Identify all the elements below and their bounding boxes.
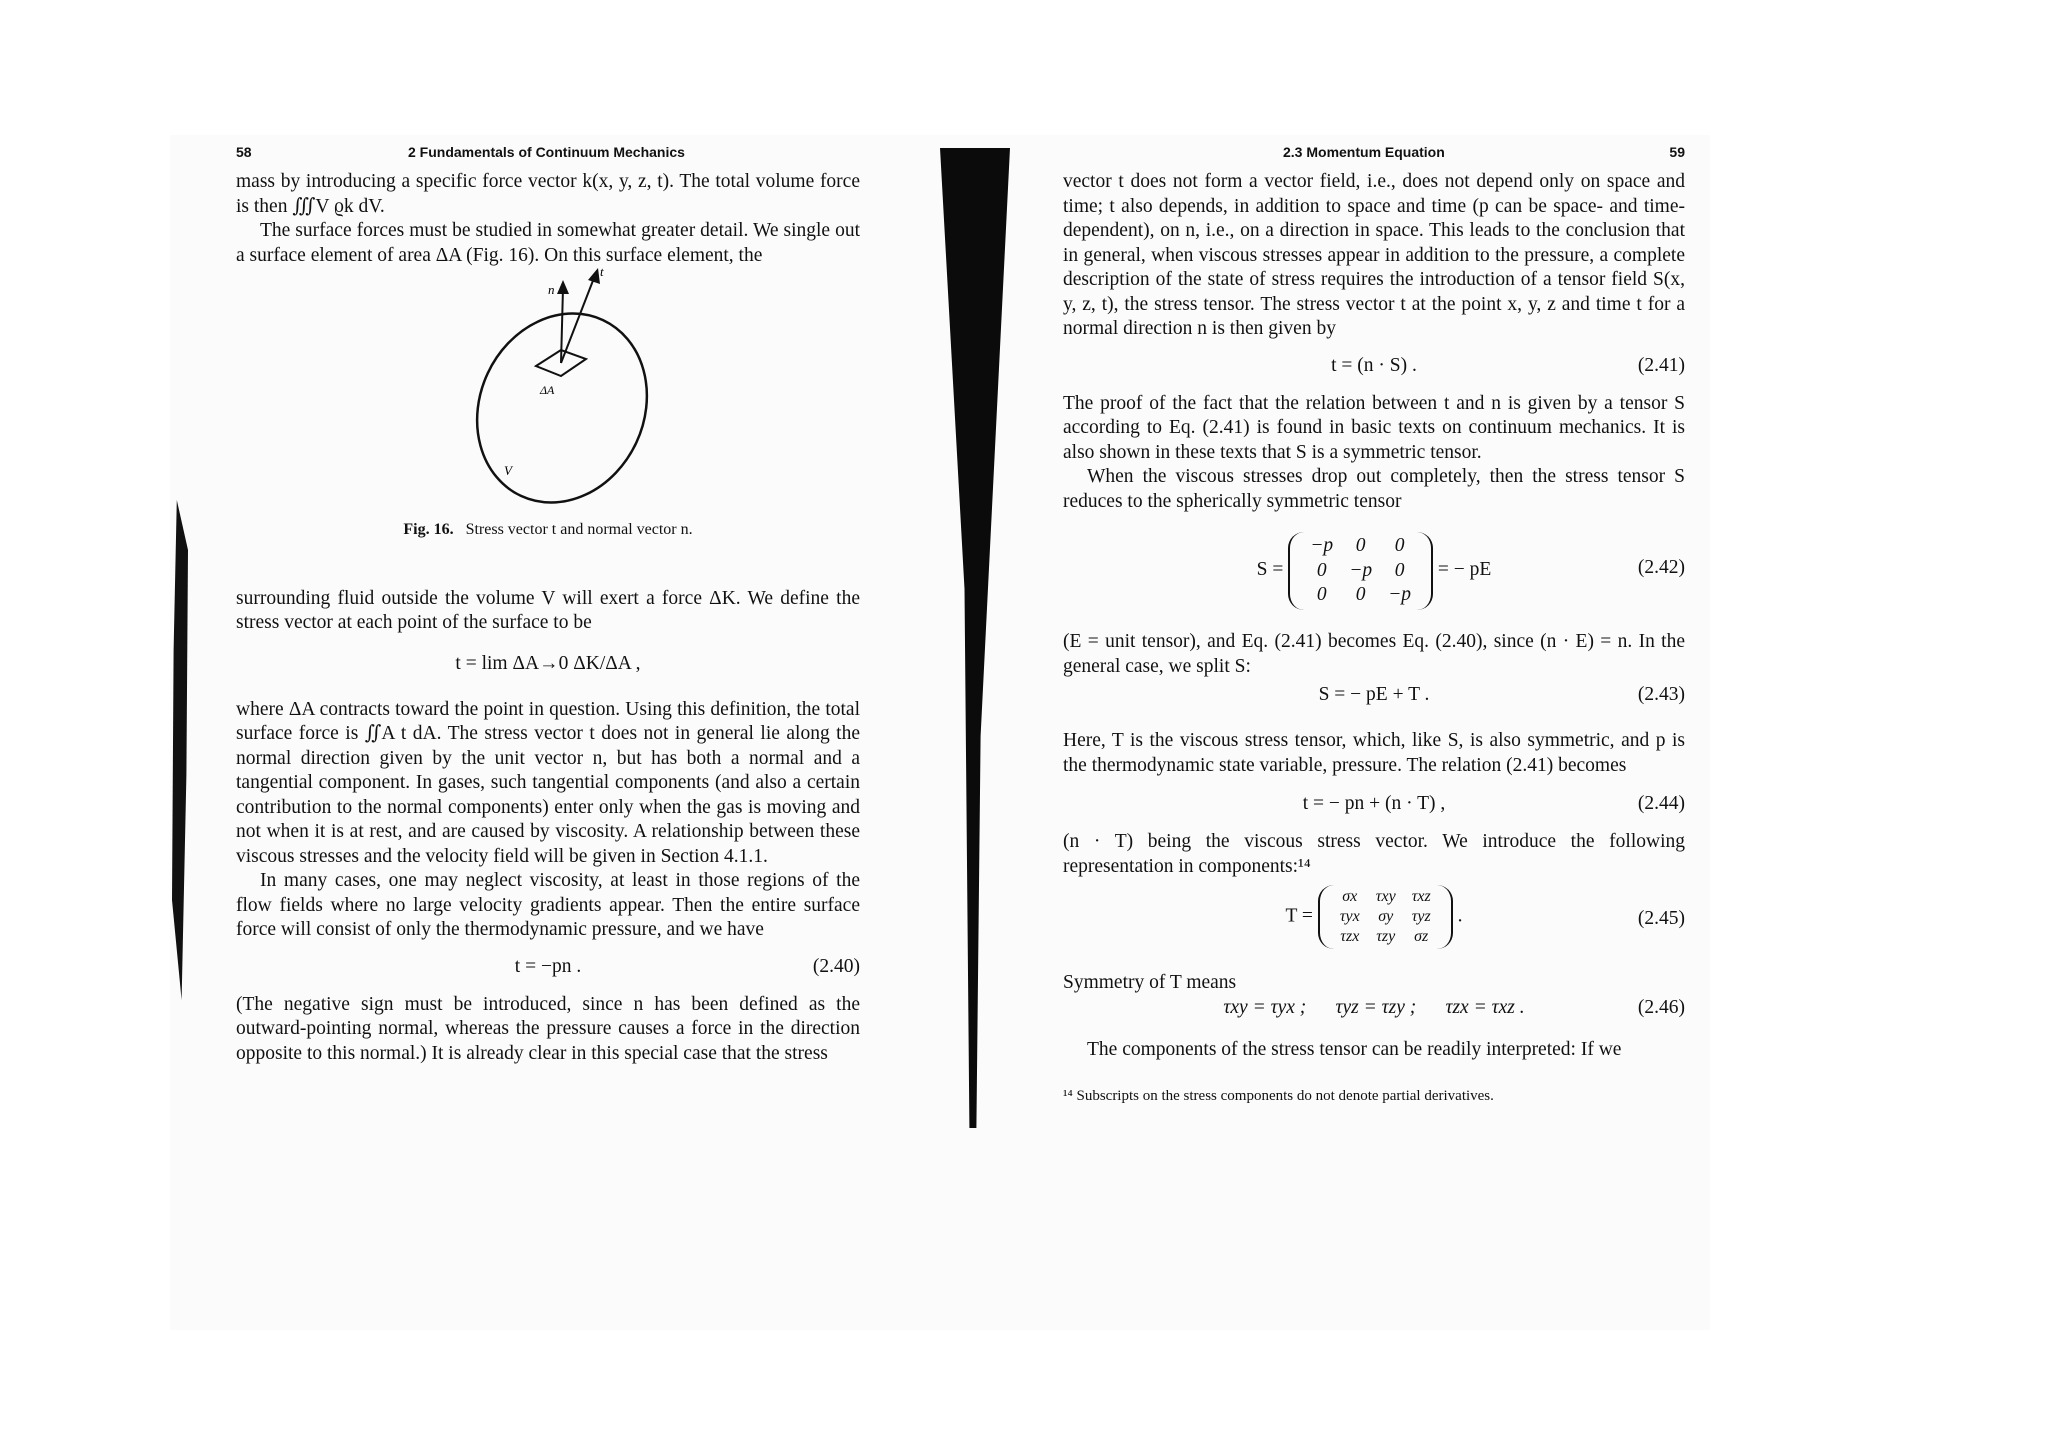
caption-label: Fig. 16.	[403, 521, 454, 538]
paragraph: The surface forces must be studied in somewhat greater detail. We single out a surface element of area ΔA (Fig. 16). On this surface element, the	[236, 220, 860, 266]
normal-vector-n	[561, 288, 563, 363]
equation-number: (2.44)	[1637, 793, 1685, 814]
matrix-lhs: T =	[1285, 905, 1313, 927]
paragraph: The proof of the fact that the relation between t and n is given by a tensor S according to Eq. (2.41) is found in basic texts on continuum mechanics. It is also shown in these texts that S is a symmetric tensor.	[1063, 392, 1685, 463]
stress-arrowhead	[588, 268, 600, 284]
paragraph: The components of the stress tensor can be readily interpreted: If we	[1087, 1038, 1622, 1060]
matrix-cell: τzy	[1376, 928, 1396, 945]
matrix-cell: τxz	[1411, 888, 1431, 905]
stress-vector-diagram	[236, 268, 860, 518]
matrix-S	[1288, 532, 1433, 610]
equation-body: t = (n · S) .	[1331, 354, 1417, 376]
equation-number: (2.43)	[1637, 684, 1685, 705]
right-page-header	[1063, 140, 1685, 170]
matrix-cell: τxy	[1375, 888, 1396, 905]
equation-2-43	[1063, 681, 1685, 715]
equation-2-45	[1063, 883, 1685, 967]
label-t: t	[600, 268, 604, 279]
equation-stress-limit	[236, 644, 860, 690]
paragraph: (The negative sign must be introduced, since n has been defined as the outward-pointing normal, whereas the pressure causes a force in the direction opposite to this normal.) It is already clear in this special case that the stress	[236, 993, 860, 1064]
equation-number: (2.40)	[812, 955, 860, 977]
label-n: n	[548, 282, 555, 297]
paragraph: (n · T) being the viscous stress vector. We introduce the following representation in components:¹⁴	[1063, 831, 1685, 877]
matrix-rhs: = − pE	[1437, 559, 1492, 581]
right-page	[1063, 140, 1685, 1109]
matrix-cell: −p	[1388, 584, 1412, 605]
matrix-cell: 0	[1394, 559, 1405, 581]
matrix-cell: 0	[1316, 584, 1327, 605]
equation-number: (2.41)	[1637, 354, 1685, 376]
matrix-cell: τzx	[1340, 928, 1360, 945]
figure-16	[236, 268, 860, 518]
matrix-T	[1318, 885, 1453, 949]
normal-arrowhead	[557, 280, 569, 294]
matrix-cell: τyx	[1339, 908, 1360, 925]
equation-number: (2.45)	[1637, 908, 1685, 929]
running-head-right: 2.3 Momentum Equation	[1283, 144, 1445, 160]
equation-2-42	[1063, 526, 1685, 618]
matrix-rhs: .	[1457, 905, 1463, 927]
matrix-cell: 0	[1355, 535, 1366, 556]
footnote: ¹⁴ Subscripts on the stress components do not denote partial derivatives.	[1063, 1088, 1494, 1104]
page-number-right: 59	[1669, 144, 1685, 160]
matrix-lhs: S =	[1256, 559, 1284, 581]
equation-2-41	[1063, 350, 1685, 384]
page-number-left: 58	[236, 144, 252, 160]
figure-caption	[236, 518, 860, 543]
matrix-cell: −p	[1310, 535, 1334, 556]
equation-number: (2.42)	[1637, 557, 1685, 578]
paragraph: vector t does not form a vector field, i.e., does not depend only on space and time; t also depends, in addition to space and time (p can be space- and time-dependent), on n, i.e., on a direction in space. This leads to the conclusion that in general, when viscous stresses appear in addition to the pressure, a complete description of the state of stress requires the introduction of a tensor field S(x, y, z, t), the stress tensor. The stress vector t at the point x, y, z and time t for a normal direction n is then given by	[1063, 171, 1685, 339]
paragraph: (E = unit tensor), and Eq. (2.41) becomes Eq. (2.40), since (n · E) = n. In the general case, we split S:	[1063, 631, 1685, 677]
running-head-left: 2 Fundamentals of Continuum Mechanics	[408, 144, 685, 160]
paragraph: Here, T is the viscous stress tensor, which, like S, is also symmetric, and p is the thermodynamic state variable, pressure. The relation (2.41) becomes	[1063, 730, 1685, 776]
paragraph: When the viscous stresses drop out completely, then the stress tensor S reduces to the spherically symmetric tensor	[1063, 466, 1685, 512]
equation-body: S = − pE + T .	[1318, 684, 1430, 705]
matrix-cell: σz	[1414, 928, 1429, 945]
paragraph: Symmetry of T means	[1063, 972, 1237, 993]
label-dA: ΔA	[540, 383, 555, 397]
equation-2-46	[1063, 996, 1685, 1030]
caption-text: Stress vector t and normal vector n.	[465, 521, 693, 538]
equation-2-40	[236, 951, 860, 985]
equation-number: (2.46)	[1637, 996, 1685, 1018]
paragraph: In many cases, one may neglect viscosity, at least in those regions of the flow fields where no large velocity gradients appear. Then the entire surface force will consist of only the thermodynamic pressure, and we have	[236, 870, 860, 940]
matrix-cell: 0	[1355, 584, 1366, 605]
matrix-cell: 0	[1316, 559, 1327, 581]
paragraph: where ΔA contracts toward the point in question. Using this definition, the total surface force is ∬A t dA. The stress vector t does not in general lie along the normal direction given by the unit vector n, but has both a normal and a tangential component. In gases, such tangential components (and also a certain contribution to the normal components) enter only when the gas is moving and not when it is at rest, and are caused by viscosity. A relationship between these viscous stresses and the velocity field will be given in Section 4.1.1.	[236, 698, 860, 867]
equation-body: t = lim ΔA→0 ΔK/ΔA ,	[455, 652, 641, 674]
matrix-cell: 0	[1394, 535, 1405, 556]
matrix-cell: σx	[1342, 888, 1358, 905]
equation-body: τxy = τyx ; τyz = τzy ; τzx = τxz .	[1223, 996, 1525, 1018]
matrix-cell: σy	[1378, 908, 1394, 925]
label-V: V	[504, 463, 512, 478]
equation-body	[1063, 532, 1685, 610]
equation-body	[1063, 885, 1685, 949]
equation-body: t = −pn .	[514, 955, 582, 977]
left-page-header	[236, 140, 860, 170]
equation-body: t = − pn + (n · T) ,	[1302, 793, 1446, 814]
matrix-cell: −p	[1349, 559, 1373, 581]
left-page	[236, 140, 860, 1066]
matrix-cell: τyz	[1411, 908, 1431, 925]
paragraph: mass by introducing a specific force vector k(x, y, z, t). The total volume force is then ∭V ϱk dV.	[236, 171, 860, 217]
equation-2-44	[1063, 786, 1685, 820]
paragraph: surrounding fluid outside the volume V will exert a force ΔK. We define the stress vector at each point of the surface to be	[236, 587, 860, 633]
